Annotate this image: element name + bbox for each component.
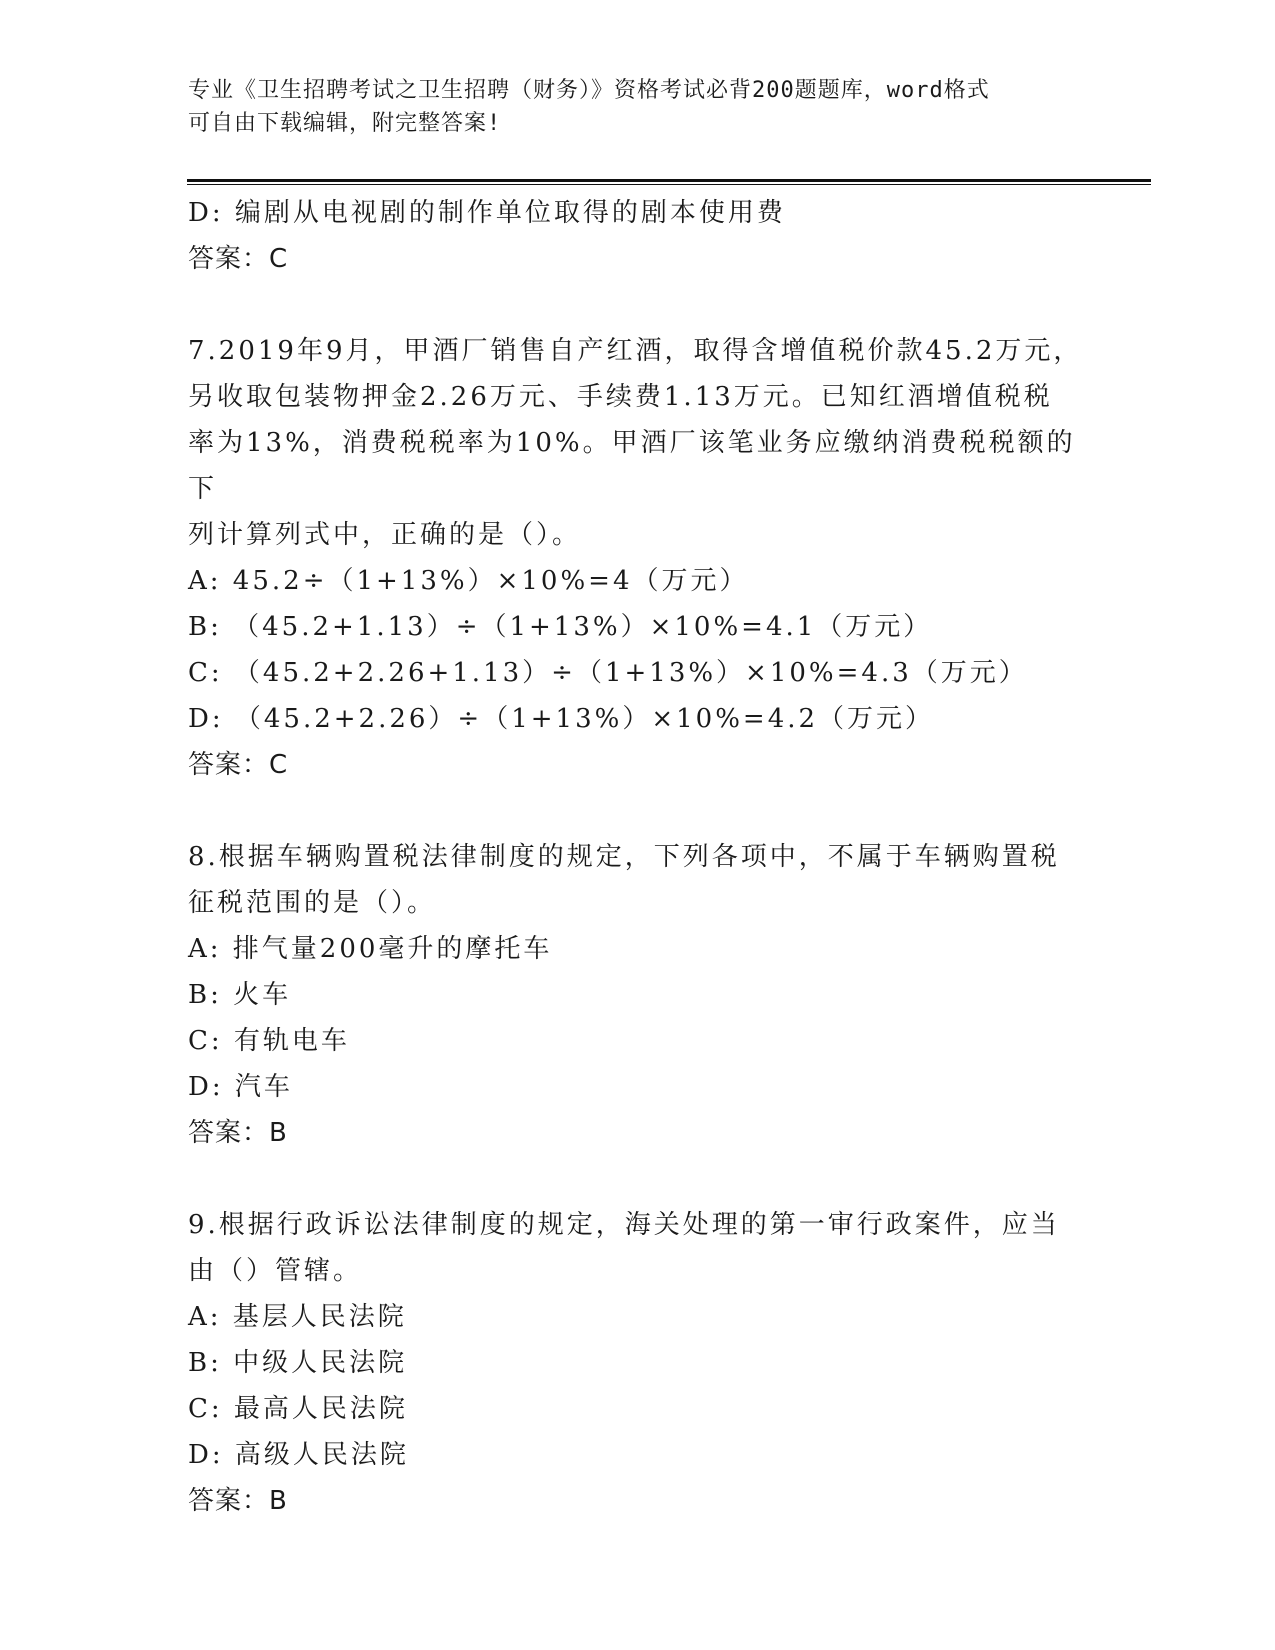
header-divider-thick <box>187 179 1151 182</box>
header-line-2: 可自由下载编辑，附完整答案! <box>188 111 502 136</box>
option-d: D: 汽车 <box>188 1072 293 1102</box>
question-stem-line: 另收取包装物押金2.26万元、手续费1.13万元。已知红酒增值税税 <box>188 382 1053 412</box>
header-line-1: 专业《卫生招聘考试之卫生招聘（财务）》资格考试必背200题题库，word格式 <box>188 78 990 103</box>
question-9 <box>188 1202 1088 1524</box>
document-header <box>188 74 1068 140</box>
option-b: B: 中级人民法院 <box>188 1348 408 1378</box>
option-b: B: （45.2+1.13）÷（1+13%）×10%=4.1（万元） <box>188 612 933 642</box>
spacer <box>188 282 1088 328</box>
question-7 <box>188 328 1088 788</box>
question-stem-line: 9.根据行政诉讼法律制度的规定，海关处理的第一审行政案件，应当 <box>188 1210 1060 1240</box>
question-stem-line: 列计算列式中，正确的是（）。 <box>188 520 582 550</box>
question-stem-line: 由（）管辖。 <box>188 1256 363 1286</box>
option-a: A: 45.2÷（1+13%）×10%=4（万元） <box>188 566 749 596</box>
answer-label: 答案：C <box>188 244 289 274</box>
option-c: C: （45.2+2.26+1.13）÷（1+13%）×10%=4.3（万元） <box>188 658 1028 688</box>
option-b: B: 火车 <box>188 980 292 1010</box>
answer-label: 答案：C <box>188 750 289 780</box>
option-d: D: （45.2+2.26）÷（1+13%）×10%=4.2（万元） <box>188 704 935 734</box>
option-a: A: 基层人民法院 <box>188 1302 407 1332</box>
question-stem-line: 征税范围的是（）。 <box>188 888 437 918</box>
option-d: D: 高级人民法院 <box>188 1440 409 1470</box>
option-a: A: 排气量200毫升的摩托车 <box>188 934 553 964</box>
question-stem-line: 率为13%，消费税税率为10%。甲酒厂该笔业务应缴纳消费税税额的下 <box>188 428 1076 504</box>
option-d: D: 编剧从电视剧的制作单位取得的剧本使用费 <box>188 198 786 228</box>
question-stem-line: 8.根据车辆购置税法律制度的规定，下列各项中，不属于车辆购置税 <box>188 842 1060 872</box>
answer-label: 答案：B <box>188 1118 288 1148</box>
spacer <box>188 1156 1088 1202</box>
option-c: C: 最高人民法院 <box>188 1394 408 1424</box>
header-divider-thin <box>187 184 1151 185</box>
spacer <box>188 788 1088 834</box>
answer-label: 答案：B <box>188 1486 288 1516</box>
question-6-tail <box>188 190 1088 282</box>
question-stem-line: 7.2019年9月，甲酒厂销售自产红酒，取得含增值税价款45.2万元， <box>188 336 1083 366</box>
question-8 <box>188 834 1088 1156</box>
option-c: C: 有轨电车 <box>188 1026 350 1056</box>
question-list <box>188 190 1088 1524</box>
